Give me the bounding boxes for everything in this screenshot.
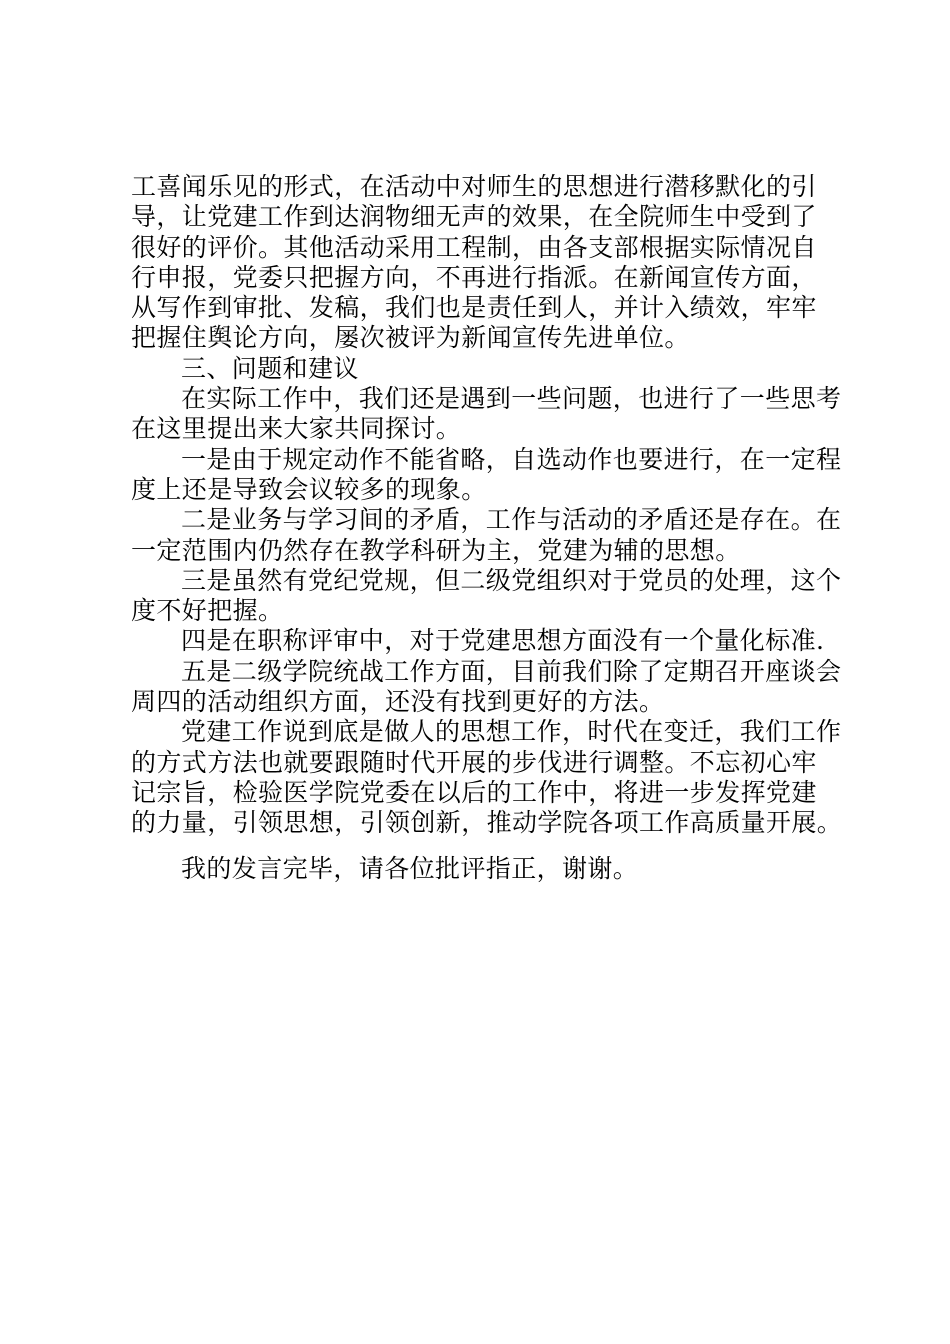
text-line: 党建工作说到底是做人的思想工作，时代在变迁，我们工作 bbox=[181, 717, 842, 747]
text-line: 的方式方法也就要跟随时代开展的步伐进行调整。不忘初心牢 bbox=[131, 747, 817, 777]
text-line: 度不好把握。 bbox=[131, 596, 284, 626]
closing-paragraph: 我的发言完毕，请各位批评指正，谢谢。 bbox=[181, 854, 639, 883]
text-line: 周四的活动组织方面，还没有找到更好的方法。 bbox=[131, 687, 665, 717]
text-line: 五是二级学院统战工作方面，目前我们除了定期召开座谈会 bbox=[181, 656, 842, 686]
document-body bbox=[131, 172, 841, 839]
text-line: 记宗旨，检验医学院党委在以后的工作中，将进一步发挥党建 bbox=[131, 777, 817, 807]
text-line: 把握住舆论方向，屡次被评为新闻宣传先进单位。 bbox=[131, 323, 690, 353]
text-line: 二是业务与学习间的矛盾，工作与活动的矛盾还是存在。在 bbox=[181, 505, 842, 535]
text-line: 四是在职称评审中，对于党建思想方面没有一个量化标准. bbox=[181, 626, 825, 656]
text-line: 的力量，引领思想，引领创新，推动学院各项工作高质量开展。 bbox=[131, 808, 843, 838]
text-line: 度上还是导致会议较多的现象。 bbox=[131, 474, 487, 504]
text-line: 在实际工作中，我们还是遇到一些问题，也进行了一些思考 bbox=[181, 384, 842, 414]
text-line: 一是由于规定动作不能省略，自选动作也要进行，在一定程 bbox=[181, 444, 842, 474]
text-line: 一定范围内仍然存在教学科研为主，党建为辅的思想。 bbox=[131, 535, 741, 565]
text-line: 很好的评价。其他活动采用工程制，由各支部根据实际情况自 bbox=[131, 232, 817, 262]
text-line: 三是虽然有党纪党规，但二级党组织对于党员的处理，这个 bbox=[181, 565, 842, 595]
text-line: 在这里提出来大家共同探讨。 bbox=[131, 414, 462, 444]
text-line: 从写作到审批、发稿，我们也是责任到人，并计入绩效，牢牢 bbox=[131, 293, 817, 323]
text-line: 行申报，党委只把握方向，不再进行指派。在新闻宣传方面， bbox=[131, 262, 817, 292]
text-line: 三、问题和建议 bbox=[181, 353, 359, 383]
text-line: 工喜闻乐见的形式，在活动中对师生的思想进行潜移默化的引 bbox=[131, 172, 817, 201]
text-line: 导，让党建工作到达润物细无声的效果，在全院师生中受到了 bbox=[131, 202, 817, 232]
